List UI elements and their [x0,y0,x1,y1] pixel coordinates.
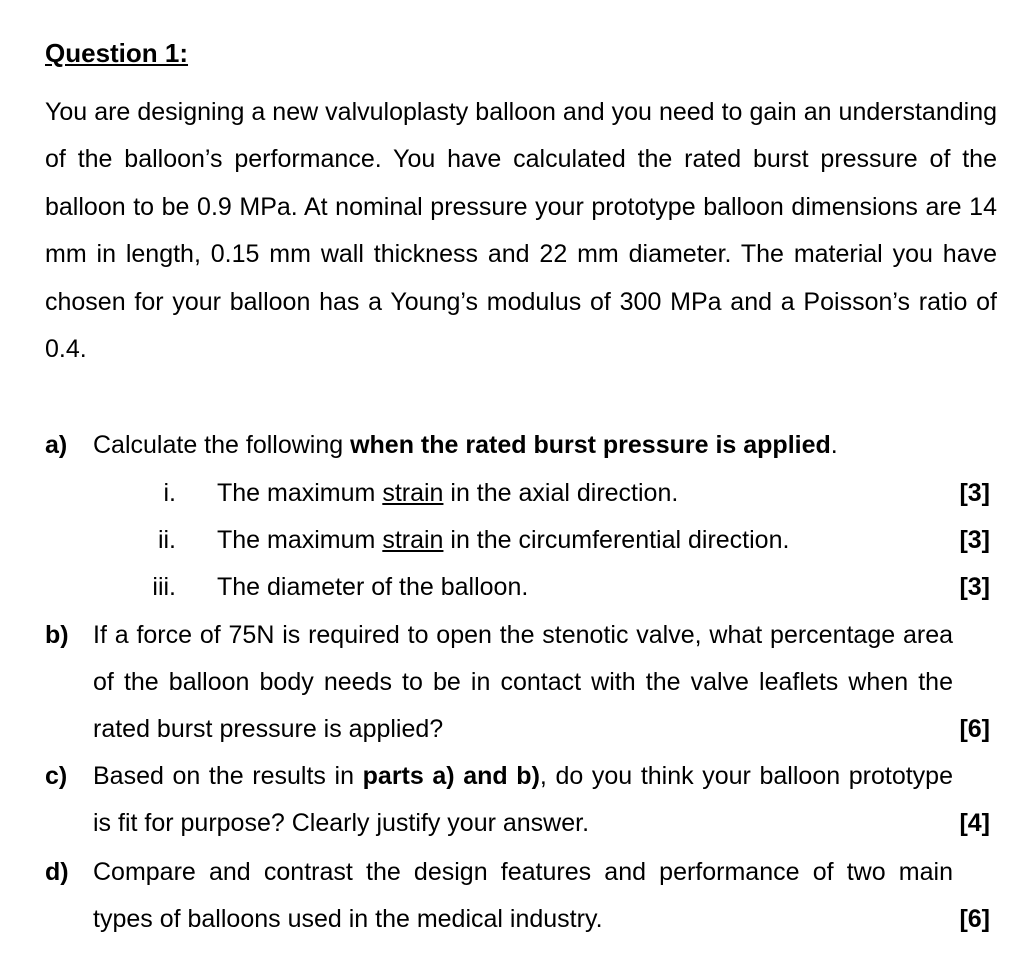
part-b-label: b) [45,621,69,649]
part-a-label: a) [45,431,68,459]
item-number: i. [163,479,176,507]
part-c [0,753,1024,847]
item-text: The diameter of the balloon. [217,573,529,601]
part-d-text: Compare and contrast the design features and performance of two main types of balloons used in the medical industry. [93,858,953,933]
part-c-marks: [4] [959,809,990,837]
item-number: iii. [152,573,176,601]
part-b [0,612,1024,753]
item-number: ii. [157,526,176,554]
part-d-marks: [6] [959,905,990,933]
part-b-text: If a force of 75N is required to open the stenotic valve, what percentage area of the balloon body needs to be in contact with the valve leaflets when the rated burst pressure is applied? [93,621,953,743]
item-marks: [3] [959,526,990,554]
part-b-marks: [6] [959,715,990,743]
part-a [0,422,1024,469]
part-c-text: Based on the results in parts a) and b), do you think your balloon prototype is fit for purpose? Clearly justify your answer. [93,762,953,837]
part-c-label: c) [45,762,68,790]
part-a-text: Calculate the following when the rated burst pressure is applied. [93,431,838,459]
item-text: The maximum strain in the axial direction. [217,479,679,507]
question-title: Question 1: [45,38,189,68]
part-a-item-i [0,470,1024,517]
question-intro: You are designing a new valvuloplasty balloon and you need to gain an understanding of the balloon’s performance. You have calculated the rated burst pressure of the balloon to be 0.9 MPa. At nominal pressure your prototype balloon dimensions are 14 mm in length, 0.15 mm wall thickness and 22 mm diameter. The material you have chosen for your balloon has a Young’s modulus of 300 MPa and a Poisson’s ratio of 0.4. [45,98,997,364]
item-marks: [3] [959,573,990,601]
part-d-label: d) [45,858,69,886]
part-d [0,849,1024,943]
part-a-item-ii [0,517,1024,564]
part-a-item-iii [0,564,1024,611]
item-marks: [3] [959,479,990,507]
item-text: The maximum strain in the circumferential direction. [217,526,790,554]
